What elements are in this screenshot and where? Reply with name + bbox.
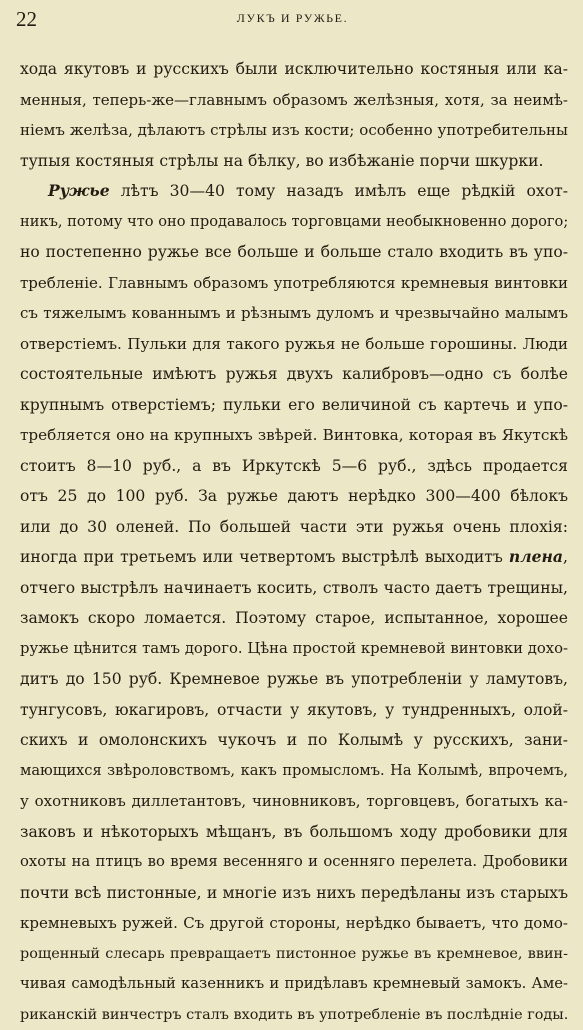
text-line: или до 30 оленей. По большей части эти ружья очень плохія: (20, 512, 568, 543)
text-line: заковъ и нѣкоторыхъ мѣщанъ, въ большомъ ходу дробовики для (20, 817, 568, 848)
text-line: менныя, теперь-же—главнымъ образомъ желѣзныя, хотя, за неимѣ- (20, 85, 568, 116)
running-title: ЛУКЪ И РУЖЬЕ. (16, 10, 569, 26)
text-line: требляется оно на крупныхъ звѣрей. Винтовка, которая въ Якутскѣ (20, 420, 568, 451)
text-line: тупыя костяныя стрѣлы на бѣлку, во избѣжаніе порчи шкурки. (20, 146, 568, 177)
text-line-with-emphasis (20, 542, 568, 573)
body-text (20, 54, 568, 1030)
page-number: 22 (16, 6, 37, 32)
paragraph-first-line (20, 176, 568, 207)
text-line: но постепенно ружье все больше и больше стало входить въ упо- (20, 237, 568, 268)
line-text: лѣтъ 30—40 тому назадъ имѣлъ еще рѣдкій охот- (110, 182, 568, 200)
text-line: требленіе. Главнымъ образомъ употребляются кремневыя винтовки (20, 268, 568, 299)
text-line: ніемъ желѣза, дѣлаютъ стрѣлы изъ кости; особенно употребительны (20, 115, 568, 146)
text-line: мающихся звѣроловствомъ, какъ промысломъ. На Колымѣ, впрочемъ, (20, 756, 568, 787)
text-line: отъ 25 до 100 руб. За ружье даютъ нерѣдко 300—400 бѣлокъ (20, 481, 568, 512)
page-header (16, 6, 569, 32)
text-line: стоитъ 8—10 руб., а въ Иркутскѣ 5—6 руб., здѣсь продается (20, 451, 568, 482)
text-line: отверстіемъ. Пульки для такого ружья не больше горошины. Люди (20, 329, 568, 360)
text-line: крупнымъ отверстіемъ; пульки его величиной съ картечь и упо- (20, 390, 568, 421)
text-line: хода якутовъ и русскихъ были исключительно костяныя или ка- (20, 54, 568, 85)
text-line: отчего выстрѣлъ начинаетъ косить, стволъ часто даетъ трещины, (20, 573, 568, 604)
line-text: , (563, 548, 568, 566)
text-line: никъ, потому что оно продавалось торговцами необыкновенно дорого; (20, 207, 568, 238)
text-line: риканскій винчестръ сталъ входить въ употребленіе въ послѣдніе годы. (20, 1000, 568, 1030)
text-line: почти всѣ пистонные, и многіе изъ нихъ передѣланы изъ старыхъ (20, 878, 568, 909)
text-line: рощенный слесарь превращаетъ пистонное ружье въ кремневое, ввин- (20, 939, 568, 970)
text-line: охоты на птицъ во время весенняго и осенняго перелета. Дробовики (20, 847, 568, 878)
emphasis-word: плена (509, 547, 563, 566)
text-line: чивая самодѣльный казенникъ и придѣлавъ кремневый замокъ. Аме- (20, 969, 568, 1000)
text-line: у охотниковъ диллетантовъ, чиновниковъ, торговцевъ, богатыхъ ка- (20, 786, 568, 817)
text-line: ружье цѣнится тамъ дорого. Цѣна простой кремневой винтовки дохо- (20, 634, 568, 665)
text-line: замокъ скоро ломается. Поэтому старое, испытанное, хорошее (20, 603, 568, 634)
text-line: дитъ до 150 руб. Кремневое ружье въ употребленіи у ламутовъ, (20, 664, 568, 695)
text-line: состоятельные имѣютъ ружья двухъ калибровъ—одно съ болѣе (20, 359, 568, 390)
line-text: иногда при третьемъ или четвертомъ выстрѣлѣ выходитъ (20, 548, 509, 566)
text-line: тунгусовъ, юкагировъ, отчасти у якутовъ, у тундренныхъ, олой- (20, 695, 568, 726)
text-line: кремневыхъ ружей. Съ другой стороны, нерѣдко бываетъ, что домо- (20, 908, 568, 939)
text-line: скихъ и омолонскихъ чукочъ и по Колымѣ у русскихъ, зани- (20, 725, 568, 756)
emphasis-word: Ружье (48, 181, 110, 200)
text-line: съ тяжелымъ кованнымъ и рѣзнымъ дуломъ и чрезвычайно малымъ (20, 298, 568, 329)
